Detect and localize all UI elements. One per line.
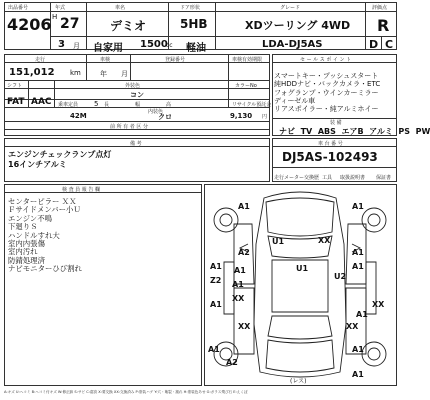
equip-item: PS — [398, 127, 411, 136]
inspector-item: ナビモニターひび割れ — [8, 264, 82, 274]
grade: XDツーリング 4WD — [245, 19, 351, 32]
door-label: ドア形状 — [180, 5, 200, 11]
damage-mark: XX — [346, 322, 359, 331]
width-label: 幅 — [135, 102, 141, 108]
inspection-label: 車検 — [100, 57, 111, 63]
cc-unit: cc — [166, 42, 173, 49]
recycle-fee: 9,130 — [230, 112, 253, 120]
sales-points-title: セ ー ル ス ポ イ ン ト — [300, 57, 352, 63]
damage-mark: A1 — [352, 370, 364, 379]
owner-label: 前 所 有 者 区 分 — [110, 124, 148, 130]
mileage-label: 走行 — [35, 57, 46, 63]
interior-color-label: 内装色 — [148, 109, 164, 115]
inspector-item: 下廻りＳ — [8, 222, 38, 232]
inspection-expiry-label: 車検有効期限 — [232, 57, 263, 63]
equipment-list — [279, 126, 430, 137]
inspector-item: 室内内張傷 — [8, 239, 45, 249]
year: 27 — [60, 16, 80, 32]
notes-list — [8, 150, 111, 170]
note-item: エンジンチェックランプ点灯 — [8, 150, 112, 159]
damage-mark: XX — [372, 300, 385, 309]
inspection-month-unit: 月 — [121, 70, 128, 78]
era: H — [52, 13, 58, 21]
equip-item: ABS — [317, 127, 336, 136]
sales-point-item: リアスポイラー・純アルミホイー — [274, 105, 379, 114]
use-type: 自家用 — [93, 43, 123, 54]
equipment-label: 装 備 — [330, 120, 342, 126]
interior-color: クロ — [158, 113, 172, 121]
damage-mark: A2 — [226, 358, 238, 367]
tool-label: 工具 — [322, 175, 333, 181]
score: R — [377, 16, 390, 35]
sales-point-item: スマートキー・プッシュスタート — [274, 72, 379, 80]
damage-mark: U1 — [272, 237, 285, 246]
mileage-unit: km — [70, 69, 81, 77]
sales-point-item: ディーゼル車 — [274, 96, 316, 105]
inspection-year-unit: 年 — [100, 70, 107, 78]
ac-type: AAC — [31, 97, 52, 107]
grade-label: グレード — [280, 5, 301, 11]
damage-mark: A1 — [210, 262, 222, 271]
sales-points-list — [274, 72, 380, 113]
notes-title: 備 考 — [130, 141, 142, 147]
inspector-item: 室内汚れ — [8, 247, 38, 257]
sales-point-item: 純HDDナビ・バックカメラ・ETC — [274, 80, 381, 89]
inspector-title: 検 査 員 報 告 欄 — [62, 187, 100, 193]
damage-mark: XX — [232, 294, 245, 303]
chassis-number: DJ5AS-102493 — [282, 150, 378, 164]
shift-label: シフト — [7, 83, 23, 89]
interior-grade: D — [369, 38, 379, 51]
note-item: 16インチアルミ — [8, 160, 67, 169]
recycle-unit: 円 — [262, 114, 268, 120]
name-label: 車名 — [115, 5, 126, 11]
exterior-grade: C — [385, 38, 394, 51]
inspector-item: エンジン不鳴 — [8, 213, 52, 223]
registration-label: 登録番号 — [165, 57, 186, 63]
damage-mark: A1 — [356, 310, 368, 319]
inspector-item: 防錆処理済 — [8, 255, 45, 265]
equip-item: アルミ — [369, 127, 393, 136]
lot-label: 出品番号 — [8, 5, 29, 11]
exterior-color: コン — [130, 91, 144, 99]
equip-item: TV — [300, 127, 313, 136]
color-label: 外装色 — [125, 83, 141, 89]
seats: 5 — [94, 100, 99, 108]
seat-label: 乗車定員 — [58, 102, 79, 108]
chassis-title: 車 台 番 号 — [318, 141, 343, 147]
warranty-label: 保証書 — [376, 175, 392, 181]
sales-point-item: フォグランプ・ウインカーミラー — [274, 88, 379, 97]
damage-mark: A1 — [352, 248, 364, 257]
fuel-type: 軽油 — [186, 43, 206, 54]
damage-mark: A1 — [352, 345, 364, 354]
month: 3 — [58, 39, 65, 50]
equip-item: ナビ — [279, 127, 295, 136]
inspector-item: ハンドルすれ大 — [8, 230, 60, 240]
damage-mark: Z2 — [210, 276, 222, 285]
door-type: 5HB — [180, 17, 208, 31]
color-no-label: カラーNo — [235, 83, 257, 89]
inspector-list — [8, 198, 82, 274]
damage-mark: XX — [238, 322, 251, 331]
damage-legend: A:キズ U:ヘコミ B:ヘコミ付キズ W:修正跡 S:サビ C:腐食 X:要交換 XX:交換済み P:塗装ハゲ Y:穴・亀裂・割れ H:塗装色あせ G:ガラス飛び石 E:えくぼ — [4, 390, 248, 394]
lot-number: 4206 — [7, 15, 52, 34]
damage-mark: XX — [318, 236, 331, 245]
damage-mark: U2 — [334, 272, 347, 281]
displacement: 1500 — [140, 39, 168, 50]
year-label: 年式 — [55, 5, 66, 11]
damage-mark: A1 — [352, 202, 364, 211]
color-number: 42M — [70, 112, 87, 120]
damage-mark: U1 — [296, 264, 309, 273]
recycle-label: リサイクル預託金 — [232, 102, 272, 108]
score-label: 評価点 — [372, 5, 388, 11]
equip-item: PW — [415, 127, 430, 136]
manual-label: 取扱説明書 — [340, 175, 366, 181]
damage-mark: A1 — [352, 262, 364, 271]
length-label: 長 — [104, 102, 110, 108]
shift-type: FAT — [7, 97, 25, 107]
damage-mark: A1 — [208, 345, 220, 354]
inspector-item: Ｆサイドメンバー小Ｕ — [8, 205, 81, 215]
inspector-item: センターピラー ＸＸ — [8, 197, 77, 206]
damage-mark: A1 — [232, 280, 244, 289]
mileage: 151,012 — [9, 67, 55, 78]
equip-item: エアB — [341, 127, 364, 136]
damage-mark: A2 — [238, 248, 250, 257]
height-label: 高 — [166, 102, 172, 108]
month-unit: 月 — [73, 42, 80, 50]
damage-mark: A1 — [210, 300, 222, 309]
damage-mark: A1 — [234, 266, 246, 275]
meter-label: 走行メーター交換歴 — [274, 175, 320, 181]
model-code: LDA-DJ5AS — [262, 39, 323, 50]
car-name: デミオ — [110, 19, 147, 33]
damage-mark: A1 — [238, 202, 250, 211]
rear-label: (レス) — [290, 378, 307, 385]
